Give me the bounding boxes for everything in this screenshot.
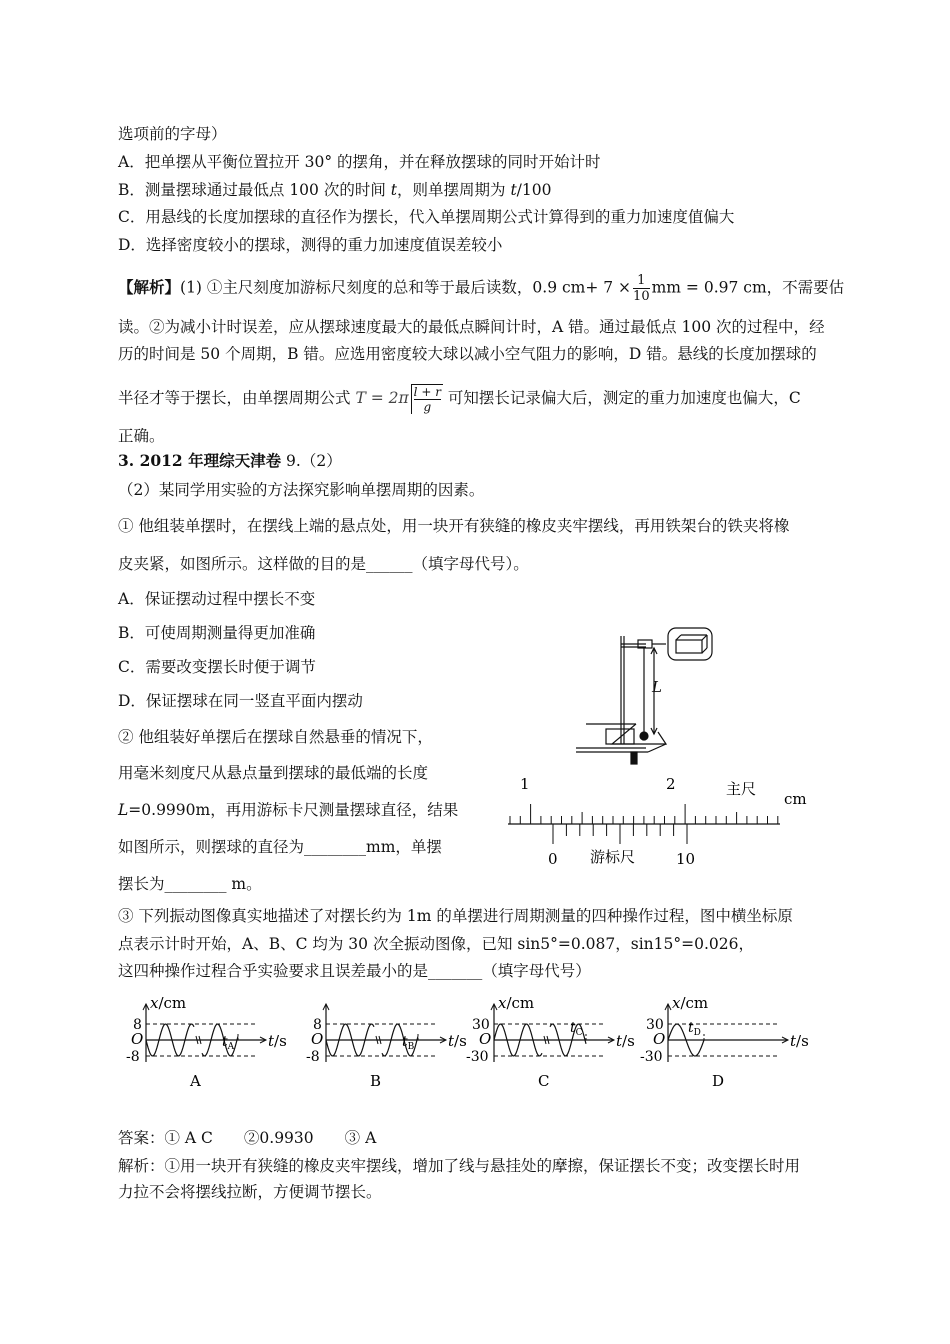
question-part-3-line3: 这四种操作过程合乎实验要求且误差最小的是_______（填字母代号）	[118, 962, 591, 980]
question-part-1-cont: 皮夹紧，如图所示。这样做的目的是______（填字母代号）。	[118, 555, 529, 573]
x-axis-label: t/s	[790, 1032, 809, 1050]
analysis-heading: 【解析】	[118, 277, 181, 297]
main-scale-label-2: 2	[666, 775, 676, 793]
choice-d: D．保证摆球在同一竖直平面内摆动	[118, 692, 363, 710]
question-part-1: ① 他组装单摆时，在摆线上端的悬点处，用一块开有狭缝的橡皮夹牢摆线，再用铁架台的铁夹将橡	[118, 517, 790, 535]
square-root: $\frac{l + r}{g}$	[411, 384, 443, 414]
option-a-text: A．把单摆从平衡位置拉开 30° 的摆角，并在释放摆球的同时开始计时	[118, 153, 601, 171]
x-axis-label: t/s	[268, 1032, 287, 1050]
choice-c: C．需要改变摆长时便于调节	[118, 658, 316, 676]
end-time-label: $t_A$	[222, 1034, 235, 1052]
analysis-line-2: 读。②为减小计时误差，应从摆球速度最大的最低点瞬间计时，A 错。通过最低点 100 次的过程中，经	[118, 318, 825, 336]
vernier-label-0: 0	[548, 850, 558, 868]
vernier-caliper-figure	[500, 772, 820, 872]
oscillation-graph-a	[118, 996, 293, 1096]
question-intro: （2）某同学用实验的方法探究影响单摆周期的因素。	[118, 481, 485, 499]
question-part-2-line2: 用毫米刻度尺从悬点量到摆球的最低端的长度	[118, 764, 429, 782]
origin-label: O	[311, 1030, 324, 1048]
x-axis-label: t/s	[616, 1032, 635, 1050]
option-b-text: B．测量摆球通过最低点 100 次的时间 t，则单摆周期为 t/100	[118, 181, 552, 199]
fraction: $\frac{1}{10}$	[633, 273, 650, 304]
y-tick-top: 30	[472, 1017, 490, 1033]
choice-a: A．保证摆动过程中摆长不变	[118, 590, 316, 608]
unit-label: cm	[784, 790, 807, 808]
text-line: 选项前的字母）	[118, 125, 227, 143]
question-part-2-line4: 如图所示，则摆球的直径为________mm，单摆	[118, 838, 442, 856]
length-label: L	[652, 678, 662, 696]
answer-line: 答案：① A C ②0.9930 ③ A	[118, 1129, 377, 1147]
vernier-scale-name: 游标尺	[590, 848, 636, 866]
oscillation-graph-d	[640, 996, 815, 1096]
y-tick-bottom: -8	[126, 1049, 140, 1065]
y-tick-bottom: -8	[306, 1049, 320, 1065]
question-part-3-line2: 点表示计时开始，A、B、C 均为 30 次全振动图像，已知 sin5°=0.087，sin15°=0.026，	[118, 935, 754, 953]
graph-letter: B	[370, 1072, 382, 1090]
choice-b: B．可使周期测量得更加准确	[118, 624, 316, 642]
end-time-label: $t_C$	[570, 1020, 583, 1038]
main-scale-label-1: 1	[520, 775, 530, 793]
question-part-2-line3: L=0.9990m，再用游标卡尺测量摆球直径，结果	[118, 801, 459, 819]
option-d-text: D．选择密度较小的摆球，测得的重力加速度值误差较小	[118, 236, 503, 254]
y-tick-bottom: -30	[466, 1049, 489, 1065]
y-tick-top: 8	[133, 1017, 142, 1033]
x-axis-label: t/s	[448, 1032, 467, 1050]
graph-letter: C	[538, 1072, 550, 1090]
origin-label: O	[131, 1030, 144, 1048]
answer-analysis-2: 力拉不会将摆线拉断，方便调节摆长。	[118, 1183, 382, 1201]
end-time-label: $t_D$	[688, 1020, 701, 1038]
y-tick-bottom: -30	[640, 1049, 663, 1065]
oscillation-graph-b	[298, 996, 473, 1096]
y-axis-label: x/cm	[498, 996, 535, 1012]
origin-label: O	[653, 1030, 666, 1048]
pendulum-stand-figure	[576, 626, 736, 768]
origin-label: O	[479, 1030, 492, 1048]
main-scale-name: 主尺	[726, 780, 757, 798]
oscillation-graph-c	[466, 996, 641, 1096]
y-axis-label: x/cm	[672, 996, 709, 1012]
question-title: 3. 2012 年理综天津卷 9.（2）	[118, 451, 342, 470]
question-part-3: ③ 下列振动图像真实地描述了对摆长约为 1m 的单摆进行周期测量的四种操作过程，图中横坐标原	[118, 907, 793, 925]
analysis-line-5: 正确。	[118, 427, 165, 445]
option-c-text: C．用悬线的长度加摆球的直径作为摆长，代入单摆周期公式计算得到的重力加速度值偏大	[118, 208, 735, 226]
graph-letter: D	[712, 1072, 725, 1090]
graph-letter: A	[190, 1072, 201, 1090]
analysis-line-1: 【解析】(1) ①主尺刻度加游标尺刻度的总和等于最后读数，0.9 cm+ 7 × $\frac{1}{10}$ mm = 0.97 cm，不需要估	[118, 273, 845, 304]
analysis-line-3: 历的时间是 50 个周期，B 错。应选用密度较大球以减小空气阻力的影响，D 错。悬线的长度加摆球的	[118, 345, 817, 363]
vernier-label-10: 10	[676, 850, 696, 868]
answer-analysis-1: 解析：①用一块开有狭缝的橡皮夹牢摆线，增加了线与悬挂处的摩擦，保证摆长不变；改变摆长时用	[118, 1157, 801, 1175]
question-part-2: ② 他组装好单摆后在摆球自然悬垂的情况下，	[118, 728, 433, 746]
y-tick-top: 8	[313, 1017, 322, 1033]
y-tick-top: 30	[646, 1017, 664, 1033]
analysis-line-4: 半径才等于摆长，由单摆周期公式 T = 2π $\frac{l + r}{g}$ 可知摆长记录偏大后，测定的重力加速度也偏大，C	[118, 385, 801, 414]
end-time-label: $t_B$	[402, 1034, 415, 1052]
question-part-2-line5: 摆长为________ m。	[118, 875, 262, 893]
y-axis-label: x/cm	[150, 996, 187, 1012]
